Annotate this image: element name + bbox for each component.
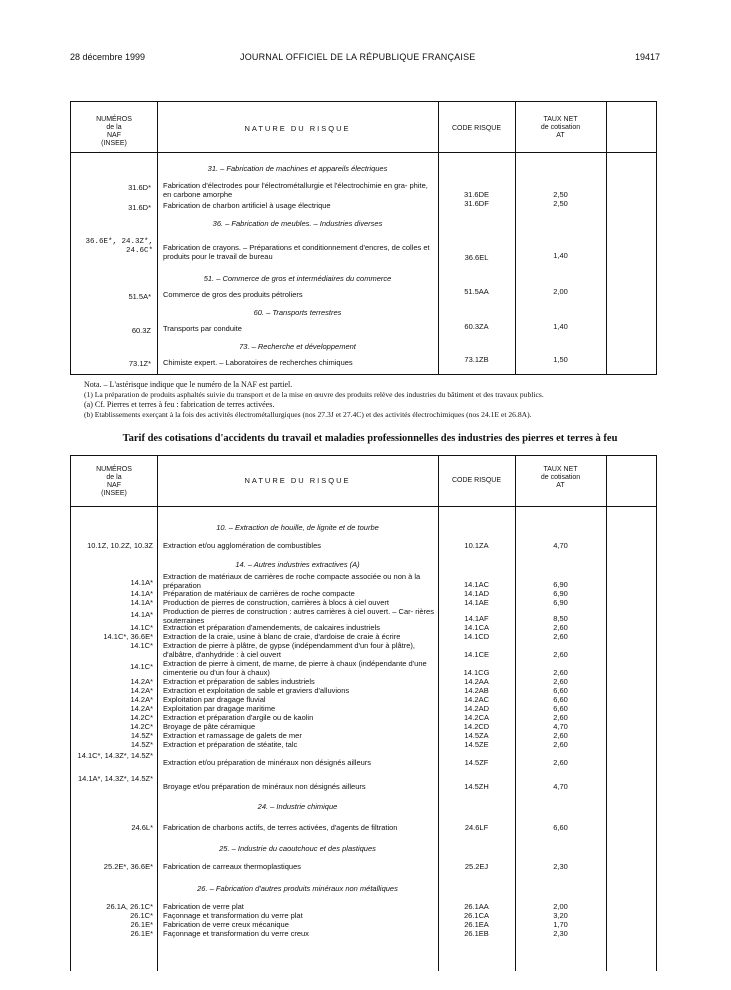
rate-value: 2,60 xyxy=(553,632,568,641)
section-title: 14. – Autres industries extractives (A) xyxy=(235,560,360,569)
naf-code: 14.1C* xyxy=(130,623,153,632)
rate-table-2 xyxy=(70,455,657,971)
rate-value: 2,30 xyxy=(553,929,568,938)
naf-code: 14.2A* xyxy=(130,704,153,713)
risk-code: 14.2AB xyxy=(464,686,489,695)
risk-description: Préparation de matériaux de carrières de roche compacte xyxy=(163,589,355,598)
risk-code: 14.1AF xyxy=(464,614,489,623)
header-code: CODE RISQUE xyxy=(451,477,501,484)
risk-code: 14.1AC xyxy=(463,580,490,589)
risk-description: Extraction et exploitation de sable et graviers d'alluvions xyxy=(163,686,350,695)
rate-value: 1,40 xyxy=(553,322,568,331)
rate-value: 3,20 xyxy=(553,911,568,920)
risk-description: Extraction et/ou agglomération de combustibles xyxy=(163,541,322,550)
naf-code: 14.1A* xyxy=(130,610,153,619)
naf-code: 26.1E* xyxy=(130,920,153,929)
section-title: 10. – Extraction de houille, de lignite et de tourbe xyxy=(216,523,379,532)
header-nature: NATURE DU RISQUE xyxy=(244,124,351,133)
risk-code: 60.3ZA xyxy=(464,322,489,331)
risk-description: Commerce de gros des produits pétroliers xyxy=(163,290,303,299)
header-taux: TAUX NET de cotisation AT xyxy=(540,466,581,489)
rate-value: 6,90 xyxy=(553,589,568,598)
risk-description: Extraction de matériaux de carrières de roche compacte associée ou non à la préparation xyxy=(163,572,421,590)
rate-value: 2,50 xyxy=(553,199,568,208)
rate-value: 6,60 xyxy=(553,704,568,713)
risk-code: 14.1CD xyxy=(463,632,490,641)
section-title: 36. – Fabrication de meubles. – Industries diverses xyxy=(212,219,383,228)
risk-code: 25.2EJ xyxy=(464,862,489,871)
rate-value: 8,50 xyxy=(553,614,568,623)
naf-code: 14.1A*, 14.3Z*, 14.5Z* xyxy=(77,774,153,783)
risk-description: Fabrication de carreaux thermoplastiques xyxy=(163,862,301,871)
naf-code: 51.5A* xyxy=(128,292,151,301)
rate-table-1 xyxy=(70,101,657,375)
header-page-number: 19417 xyxy=(634,52,660,62)
risk-description: Broyage et/ou préparation de minéraux non désignés ailleurs xyxy=(163,782,366,791)
header-naf: NUMÉROS de la NAF (INSEE) xyxy=(96,466,132,497)
section-title: 26. – Fabrication d'autres produits minéraux non métalliques xyxy=(197,884,398,893)
risk-code: 14.2AD xyxy=(463,704,490,713)
risk-code: 26.1EA xyxy=(464,920,489,929)
risk-description: Extraction et préparation d'amendements, de calcaires industriels xyxy=(163,623,380,632)
page-header xyxy=(70,52,660,66)
risk-description: Extraction et préparation d'argile ou de kaolin xyxy=(163,713,314,722)
naf-code: 14.2A* xyxy=(130,695,153,704)
naf-code: 31.6D* xyxy=(128,203,151,212)
risk-code: 14.1AE xyxy=(464,598,489,607)
rate-value: 2,00 xyxy=(553,287,568,296)
risk-code: 14.2CA xyxy=(463,713,490,722)
rate-value: 6,90 xyxy=(553,580,568,589)
risk-description: Broyage de pâte céramique xyxy=(163,722,256,731)
rate-value: 2,60 xyxy=(553,677,568,686)
rate-value: 2,60 xyxy=(553,731,568,740)
risk-description: Extraction et ramassage de galets de mer xyxy=(163,731,302,740)
risk-code: 14.5ZE xyxy=(464,740,489,749)
risk-description: Extraction et préparation de sables industriels xyxy=(163,677,315,686)
risk-description: Fabrication de verre creux mécanique xyxy=(163,920,289,929)
rate-value: 2,60 xyxy=(553,668,568,677)
risk-code: 14.2AC xyxy=(463,695,490,704)
risk-description: Fabrication d'électrodes pour l'électrométallurgie et l'électrochimie en gra- phite, en carbone amorphe xyxy=(163,181,428,199)
naf-code: 14.1A* xyxy=(130,578,153,587)
risk-description: Production de pierres de construction : autres carrières à ciel ouvert. – Car- rières souterraines xyxy=(163,607,434,625)
section-title: 24. – Industrie chimique xyxy=(257,802,338,811)
rate-value: 2,60 xyxy=(553,758,568,767)
risk-description: Extraction de la craie, usine à blanc de craie, d'ardoise de craie à écrire xyxy=(163,632,401,641)
risk-code: 73.1ZB xyxy=(464,355,489,364)
risk-code: 36.6EL xyxy=(464,253,489,262)
naf-code: 36.6E*, 24.3Z*, 24.6C* xyxy=(85,238,153,255)
note-nota: Nota. – L'astérisque indique que le numéro de la NAF est partiel. xyxy=(84,380,293,389)
rate-value: 2,60 xyxy=(553,623,568,632)
header-date: 28 décembre 1999 xyxy=(70,52,146,62)
section-title: 60. – Transports terrestres xyxy=(253,308,342,317)
risk-code: 14.1CA xyxy=(463,623,490,632)
table-notes xyxy=(84,380,664,420)
rate-value: 6,60 xyxy=(553,823,568,832)
risk-description: Extraction et/ou préparation de minéraux non désignés ailleurs xyxy=(163,758,372,767)
note-b: (b) Etablissements exerçant à la fois des activités électrométallurgiques (nos 27.3J et 27.4C) et des activités électrochimiques (nos 24.1E et 26.8A). xyxy=(84,410,532,419)
risk-description: Production de pierres de construction, carrières à blocs à ciel ouvert xyxy=(163,598,389,607)
section-title: 25. – Industrie du caoutchouc et des plastiques xyxy=(219,844,376,853)
risk-code: 26.1EB xyxy=(464,929,489,938)
naf-code: 25.2E*, 36.6E* xyxy=(103,862,153,871)
naf-code: 14.1C* xyxy=(130,662,153,671)
header-nature: NATURE DU RISQUE xyxy=(244,476,351,485)
risk-description: Fabrication de charbons actifs, de terres activées, d'agents de filtration xyxy=(163,823,398,832)
naf-code: 24.6L* xyxy=(131,823,153,832)
rate-value: 2,50 xyxy=(553,190,568,199)
naf-code: 26.1E* xyxy=(130,929,153,938)
risk-description: Extraction de pierre à ciment, de marne, de pierre à chaux (indépendante d'une cimenterie ou d'un four à chaux) xyxy=(163,659,427,677)
naf-code: 73.1Z* xyxy=(128,359,151,368)
rate-value: 2,30 xyxy=(553,862,568,871)
rate-value: 2,60 xyxy=(553,650,568,659)
risk-code: 14.5ZH xyxy=(464,782,489,791)
risk-description: Extraction et préparation de stéatite, talc xyxy=(163,740,298,749)
risk-code: 24.6LF xyxy=(464,823,489,832)
naf-code: 60.3Z xyxy=(131,326,151,335)
rate-value: 1,70 xyxy=(553,920,568,929)
risk-code: 14.1CE xyxy=(463,650,490,659)
risk-description: Extraction de pierre à plâtre, de gypse (indépendamment d'un four à plâtre), d'albâtre, d'anhydride : à ciel ouvert xyxy=(163,641,415,659)
rate-value: 4,70 xyxy=(553,722,568,731)
rate-value: 4,70 xyxy=(553,541,568,550)
rate-value: 1,50 xyxy=(553,355,568,364)
naf-code: 14.2C* xyxy=(130,722,153,731)
naf-code: 14.1C*, 14.3Z*, 14.5Z* xyxy=(77,751,153,760)
naf-code: 14.5Z* xyxy=(130,740,153,749)
risk-description: Fabrication de verre plat xyxy=(163,902,244,911)
note-1: (1) La préparation de produits asphaltés suivie du transport et de la mise en œuvre des produits relève des industries du bâtiment et des travaux publics. xyxy=(84,390,544,399)
rate-value: 6,90 xyxy=(553,598,568,607)
risk-code: 14.2CD xyxy=(463,722,490,731)
risk-code: 14.5ZF xyxy=(464,758,489,767)
rate-value: 4,70 xyxy=(553,782,568,791)
risk-code: 26.1AA xyxy=(464,902,489,911)
risk-code: 14.2AA xyxy=(464,677,489,686)
header-code: CODE RISQUE xyxy=(451,125,501,132)
risk-description: Transports par conduite xyxy=(163,324,242,333)
rate-value: 6,60 xyxy=(553,695,568,704)
rate-value: 2,60 xyxy=(553,713,568,722)
header-journal-title: JOURNAL OFFICIEL DE LA RÉPUBLIQUE FRANÇAISE xyxy=(240,52,476,62)
naf-code: 26.1A, 26.1C* xyxy=(106,902,153,911)
section-title: 51. – Commerce de gros et intermédiaires du commerce xyxy=(203,274,392,283)
naf-code: 31.6D* xyxy=(128,183,151,192)
rate-value: 6,60 xyxy=(553,686,568,695)
risk-code: 31.6DE xyxy=(463,190,490,199)
naf-code: 14.1A* xyxy=(130,589,153,598)
risk-description: Façonnage et transformation du verre plat xyxy=(163,911,303,920)
section-title: 31. – Fabrication de machines et appareils électriques xyxy=(207,164,388,173)
naf-code: 14.2A* xyxy=(130,686,153,695)
naf-code: 14.5Z* xyxy=(130,731,153,740)
risk-code: 14.5ZA xyxy=(464,731,489,740)
risk-description: Fabrication de charbon artificiel à usage électrique xyxy=(163,201,331,210)
section-heading: Tarif des cotisations d'accidents du travail et maladies professionnelles des industries des pierres et terres à feu xyxy=(122,433,618,444)
risk-code: 51.5AA xyxy=(464,287,489,296)
risk-code: 14.1CG xyxy=(463,668,490,677)
naf-code: 10.1Z, 10.2Z, 10.3Z xyxy=(87,541,153,550)
risk-description: Exploitation par dragage maritime xyxy=(163,704,276,713)
note-a: (a) Cf. Pierres et terres à feu : fabrication de terres activées. xyxy=(84,400,275,409)
header-naf: NUMÉROS de la NAF (INSEE) xyxy=(96,116,132,147)
risk-code: 26.1CA xyxy=(463,911,490,920)
risk-code: 10.1ZA xyxy=(464,541,489,550)
risk-description: Chimiste expert. – Laboratoires de recherches chimiques xyxy=(163,358,353,367)
naf-code: 14.1C* xyxy=(130,641,153,650)
risk-code: 14.1AD xyxy=(463,589,490,598)
naf-code: 14.2A* xyxy=(130,677,153,686)
risk-description: Exploitation par dragage fluvial xyxy=(163,695,266,704)
rate-value: 1,40 xyxy=(553,251,568,260)
naf-code: 14.2C* xyxy=(130,713,153,722)
naf-code: 26.1C* xyxy=(130,911,153,920)
risk-description: Fabrication de crayons. – Préparations et conditionnement d'encres, de colles et produits pour le travail de bureau xyxy=(163,243,430,261)
rate-value: 2,60 xyxy=(553,740,568,749)
header-taux: TAUX NET de cotisation AT xyxy=(540,116,581,139)
naf-code: 14.1A* xyxy=(130,598,153,607)
naf-code: 14.1C*, 36.6E* xyxy=(103,632,153,641)
rate-value: 2,00 xyxy=(553,902,568,911)
risk-code: 31.6DF xyxy=(464,199,489,208)
section-title: 73. – Recherche et développement xyxy=(239,342,356,351)
risk-description: Façonnage et transformation du verre creux xyxy=(163,929,309,938)
